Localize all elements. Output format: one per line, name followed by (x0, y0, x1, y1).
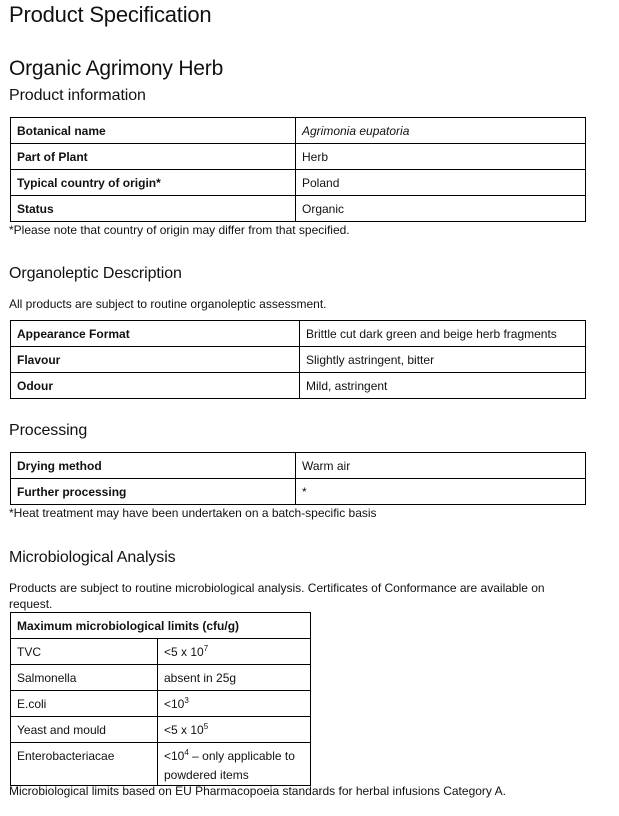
heat-treatment-footnote: *Heat treatment may have been undertaken on a batch-specific basis (9, 506, 377, 520)
row-value: Poland (296, 170, 586, 196)
processing-table (10, 452, 586, 505)
limit-exponent: 3 (184, 695, 189, 705)
limit-note: – only applicable to powdered items (164, 749, 295, 782)
table-row (11, 639, 311, 665)
row-value: Organic (296, 196, 586, 222)
limit-value: <5 x 10 (164, 722, 204, 737)
origin-footnote: *Please note that country of origin may differ from that specified. (9, 223, 350, 237)
row-label: Odour (11, 373, 300, 399)
section-heading-microbiology: Microbiological Analysis (9, 549, 176, 566)
row-label: Botanical name (11, 118, 296, 144)
limit-exponent: 5 (203, 721, 209, 731)
row-value (158, 743, 311, 786)
table-row (11, 479, 586, 505)
table-row (11, 170, 586, 196)
row-label: Part of Plant (11, 144, 296, 170)
microbiology-footer: Microbiological limits based on EU Pharmacopoeia standards for herbal infusions Category A. (9, 784, 506, 798)
section-heading-product-information: Product information (9, 87, 146, 104)
product-name: Organic Agrimony Herb (9, 57, 224, 80)
table-row (11, 373, 586, 399)
table-row (11, 347, 586, 373)
row-value: Brittle cut dark green and beige herb fragments (300, 321, 586, 347)
row-label: Appearance Format (11, 321, 300, 347)
row-value: Agrimonia eupatoria (296, 118, 586, 144)
product-information-table (10, 117, 586, 222)
row-label: Enterobacteriacae (11, 743, 158, 786)
table-header-row (11, 613, 311, 639)
limit-value: <10 (164, 749, 185, 763)
row-label: Status (11, 196, 296, 222)
section-heading-organoleptic: Organoleptic Description (9, 265, 182, 282)
row-label: Flavour (11, 347, 300, 373)
table-row (11, 118, 586, 144)
limit-exponent: 4 (184, 748, 189, 757)
row-label: E.coli (11, 691, 158, 717)
row-label: Further processing (11, 479, 296, 505)
section-heading-processing: Processing (9, 422, 88, 439)
organoleptic-intro: All products are subject to routine organoleptic assessment. (9, 297, 327, 311)
row-value: absent in 25g (158, 665, 311, 691)
row-label: Yeast and mould (11, 717, 158, 743)
table-row (11, 453, 586, 479)
table-row (11, 743, 311, 786)
limit-value: <10 (164, 696, 185, 711)
row-label: Drying method (11, 453, 296, 479)
table-row (11, 144, 586, 170)
row-value: Herb (296, 144, 586, 170)
row-label: TVC (11, 639, 158, 665)
table-header: Maximum microbiological limits (cfu/g) (11, 613, 311, 639)
microbiology-table (10, 612, 311, 786)
row-value (158, 691, 311, 717)
row-value: Slightly astringent, bitter (300, 347, 586, 373)
table-row (11, 691, 311, 717)
limit-exponent: 7 (203, 643, 209, 653)
row-value (158, 639, 311, 665)
row-value: * (296, 479, 586, 505)
page-title: Product Specification (9, 2, 212, 27)
row-label: Salmonella (11, 665, 158, 691)
table-row (11, 196, 586, 222)
row-value (158, 717, 311, 743)
row-label: Typical country of origin* (11, 170, 296, 196)
row-value: Mild, astringent (300, 373, 586, 399)
row-value: Warm air (296, 453, 586, 479)
table-row (11, 665, 311, 691)
microbiology-intro: Products are subject to routine microbiological analysis. Certificates of Conformance are available on request. (9, 581, 545, 611)
organoleptic-table (10, 320, 586, 399)
table-row (11, 321, 586, 347)
limit-value: <5 x 10 (164, 644, 204, 659)
table-row (11, 717, 311, 743)
